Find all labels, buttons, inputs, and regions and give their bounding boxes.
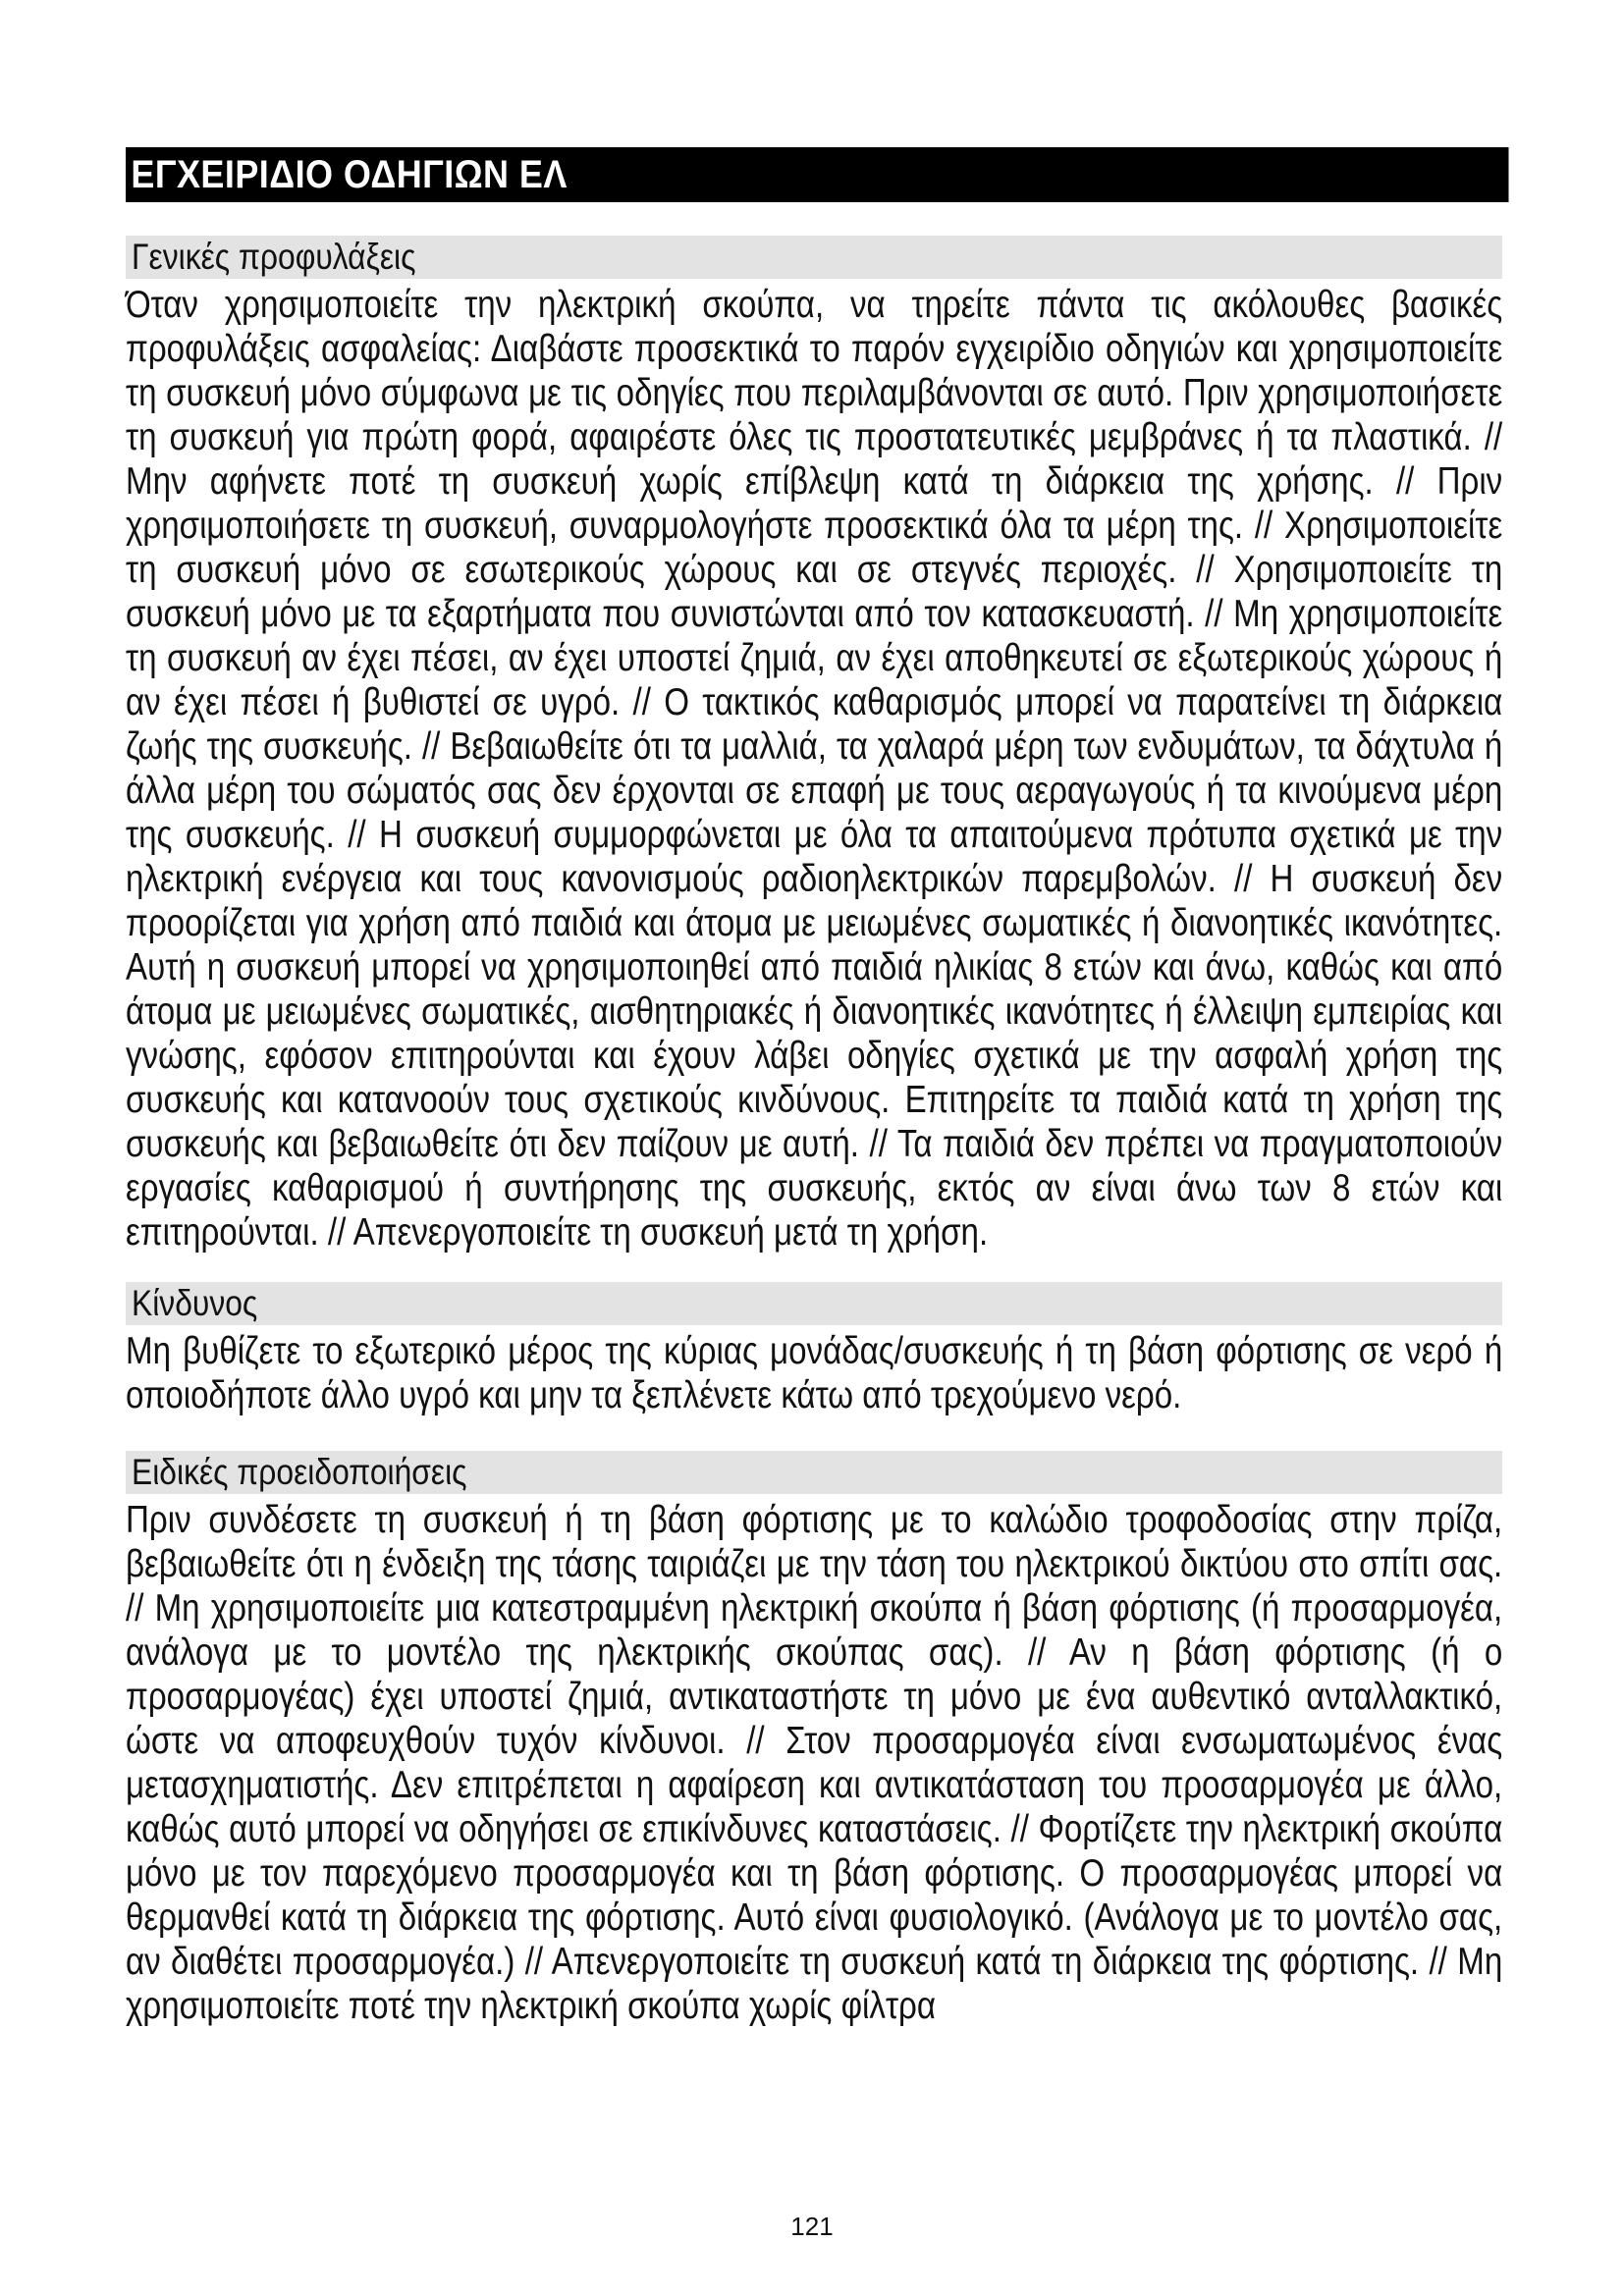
section-general-precautions bbox=[126, 236, 1502, 1255]
section-heading-general-precautions bbox=[126, 236, 1502, 279]
section-danger bbox=[126, 1282, 1502, 1417]
section-heading-danger bbox=[126, 1282, 1502, 1325]
section-body-special-warnings: Πριν συνδέσετε τη συσκευή ή τη βάση φόρτισης με το καλώδιο τροφοδοσίας στην πρίζα, βεβαιωθείτε ότι η ένδειξη της τάσης ταιριάζει με την τάση του ηλεκτρικού δικτύου στο σπίτι σας. // Μη χρησιμοποιείτε μια κατεστραμμένη ηλεκτρική σκούπα ή βάση φόρτισης (ή προσαρμογέα, ανάλογα με το μοντέλο της ηλεκτρικής σκούπας σας). // Αν η βάση φόρτισης (ή ο προσαρμογέας) έχει υποστεί ζημιά, αντικαταστήστε τη μόνο με ένα αυθεντικό ανταλλακτικό, ώστε να αποφευχθούν τυχόν κίνδυνοι. // Στον προσαρμογέα είναι ενσωματωμένος ένας μετασχηματιστής. Δεν επιτρέπεται η αφαίρεση και αντικατάσταση του προσαρμογέα με άλλο, καθώς αυτό μπορεί να οδηγήσει σε επικίνδυνες καταστάσεις. // Φορτίζετε την ηλεκτρική σκούπα μόνο με τον παρεχόμενο προσαρμογέα και τη βάση φόρτισης. Ο προσαρμογέας μπορεί να θερμανθεί κατά τη διάρκεια της φόρτισης. Αυτό είναι φυσιολογικό. (Ανάλογα με το μοντέλο σας, αν διαθέτει προσαρμογέα.) // Απενεργοποιείτε τη συσκευή κατά τη διάρκεια της φόρτισης. // Μη χρησιμοποιείτε ποτέ την ηλεκτρική σκούπα χωρίς φίλτρα bbox=[126, 1499, 1503, 2027]
manual-title-bar bbox=[126, 147, 1509, 202]
section-body-general-precautions: Όταν χρησιμοποιείτε την ηλεκτρική σκούπα, να τηρείτε πάντα τις ακόλουθες βασικές προφυλάξεις ασφαλείας: Διαβάστε προσεκτικά το παρόν εγχειρίδιο οδηγιών και χρησιμοποιείτε τη συσκευή μόνο σύμφωνα με τις οδηγίες που περιλαμβάνονται σε αυτό. Πριν χρησιμοποιήσετε τη συσκευή για πρώτη φορά, αφαιρέστε όλες τις προστατευτικές μεμβράνες ή τα πλαστικά. // Μην αφήνετε ποτέ τη συσκευή χωρίς επίβλεψη κατά τη διάρκεια της χρήσης. // Πριν χρησιμοποιήσετε τη συσκευή, συναρμολογήστε προσεκτικά όλα τα μέρη της. // Χρησιμοποιείτε τη συσκευή μόνο σε εσωτερικούς χώρους και σε στεγνές περιοχές. // Χρησιμοποιείτε τη συσκευή μόνο με τα εξαρτήματα που συνιστώνται από τον κατασκευαστή. // Μη χρησιμοποιείτε τη συσκευή αν έχει πέσει, αν έχει υποστεί ζημιά, αν έχει αποθηκευτεί σε εξωτερικούς χώρους ή αν έχει πέσει ή βυθιστεί σε υγρό. // Ο τακτικός καθαρισμός μπορεί να παρατείνει τη διάρκεια ζωής της συσκευής. // Βεβαιωθείτε ότι τα μαλλιά, τα χαλαρά μέρη των ενδυμάτων, τα δάχτυλα ή άλλα μέρη του σώματός σας δεν έρχονται σε επαφή με τους αεραγωγούς ή τα κινούμενα μέρη της συσκευής. // Η συσκευή συμμορφώνεται με όλα τα απαιτούμενα πρότυπα σχετικά με την ηλεκτρική ενέργεια και τους κανονισμούς ραδιοηλεκτρικών παρεμβολών. // Η συσκευή δεν προορίζεται για χρήση από παιδιά και άτομα με μειωμένες σωματικές ή διανοητικές ικανότητες. Αυτή η συσκευή μπορεί να χρησιμοποιηθεί από παιδιά ηλικίας 8 ετών και άνω, καθώς και από άτομα με μειωμένες σωματικές, αισθητηριακές ή διανοητικές ικανότητες ή έλλειψη εμπειρίας και γνώσης, εφόσον επιτηρούνται και έχουν λάβει οδηγίες σχετικά με την ασφαλή χρήση της συσκευής και κατανοούν τους σχετικούς κινδύνους. Επιτηρείτε τα παιδιά κατά τη χρήση της συσκευής και βεβαιωθείτε ότι δεν παίζουν με αυτή. // Τα παιδιά δεν πρέπει να πραγματοποιούν εργασίες καθαρισμού ή συντήρησης της συσκευής, εκτός αν είναι άνω των 8 ετών και επιτηρούνται. // Απενεργοποιείτε τη συσκευή μετά τη χρήση. bbox=[126, 284, 1503, 1254]
section-heading-special-warnings bbox=[126, 1451, 1502, 1494]
page-number: 121 bbox=[790, 2212, 834, 2241]
section-heading-text: Κίνδυνος bbox=[132, 1283, 258, 1323]
section-body-danger: Μη βυθίζετε το εξωτερικό μέρος της κύριας μονάδας/συσκευής ή τη βάση φόρτισης σε νερό ή οποιοδήποτε άλλο υγρό και μην τα ξεπλένετε κάτω από τρεχούμενο νερό. bbox=[126, 1330, 1503, 1416]
section-special-warnings bbox=[126, 1451, 1502, 2028]
section-heading-text: Ειδικές προειδοποιήσεις bbox=[132, 1452, 467, 1492]
section-heading-text: Γενικές προφυλάξεις bbox=[132, 237, 416, 277]
manual-page bbox=[126, 147, 1502, 2028]
manual-title: ΕΓΧΕΙΡΙΔΙΟ ΟΔΗΓΙΩΝ ΕΛ bbox=[131, 153, 568, 196]
